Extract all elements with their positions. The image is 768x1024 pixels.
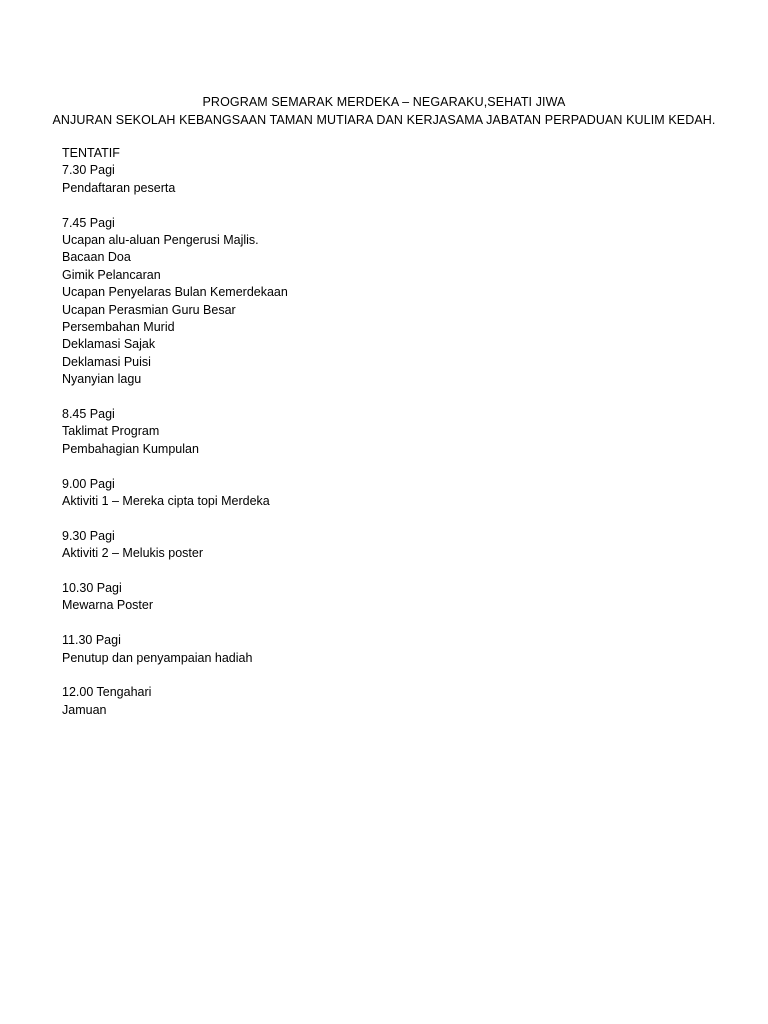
- schedule-block: [62, 580, 722, 615]
- schedule-block: [62, 215, 722, 389]
- schedule-item: Ucapan Perasmian Guru Besar: [62, 302, 236, 317]
- schedule-item: Gimik Pelancaran: [62, 267, 161, 282]
- schedule-time: 11.30 Pagi: [62, 633, 121, 648]
- schedule-item: Aktiviti 1 – Mereka cipta topi Merdeka: [62, 494, 270, 509]
- schedule-time: 9.30 Pagi: [62, 528, 115, 543]
- schedule-time: 9.00 Pagi: [62, 476, 115, 491]
- schedule-time: 7.30 Pagi: [62, 163, 115, 178]
- schedule-item: Penutup dan penyampaian hadiah: [62, 650, 253, 665]
- schedule-item: Ucapan Penyelaras Bulan Kemerdekaan: [62, 285, 288, 300]
- schedule-block: [62, 406, 722, 458]
- schedule-time: 8.45 Pagi: [62, 407, 115, 422]
- schedule-item: Bacaan Doa: [62, 250, 131, 265]
- tentatif-heading: TENTATIF: [62, 146, 120, 160]
- program-title: PROGRAM SEMARAK MERDEKA – NEGARAKU,SEHATI JIWA: [202, 95, 566, 109]
- schedule-item: Deklamasi Puisi: [62, 354, 151, 369]
- schedule-block: [62, 476, 722, 511]
- schedule-block: [62, 528, 722, 563]
- document-body: [62, 145, 722, 719]
- schedule-item: Jamuan: [62, 702, 107, 717]
- schedule-item: Taklimat Program: [62, 424, 160, 439]
- schedule-item: Deklamasi Sajak: [62, 337, 156, 352]
- schedule-list: [62, 162, 722, 719]
- organizer-line: ANJURAN SEKOLAH KEBANGSAAN TAMAN MUTIARA DAN KERJASAMA JABATAN PERPADUAN KULIM KEDAH.: [52, 112, 716, 127]
- document-header: [0, 94, 768, 129]
- schedule-time: 12.00 Tengahari: [62, 685, 152, 700]
- schedule-item: Pembahagian Kumpulan: [62, 441, 199, 456]
- schedule-block: [62, 632, 722, 667]
- schedule-item: Persembahan Murid: [62, 320, 175, 335]
- schedule-block: [62, 162, 722, 197]
- schedule-time: 10.30 Pagi: [62, 581, 122, 596]
- schedule-block: [62, 684, 722, 719]
- schedule-time: 7.45 Pagi: [62, 215, 115, 230]
- schedule-item: Aktiviti 2 – Melukis poster: [62, 546, 204, 561]
- schedule-item: Pendaftaran peserta: [62, 180, 176, 195]
- schedule-item: Nyanyian lagu: [62, 372, 142, 387]
- schedule-item: Ucapan alu-aluan Pengerusi Majlis.: [62, 233, 259, 248]
- schedule-item: Mewarna Poster: [62, 598, 154, 613]
